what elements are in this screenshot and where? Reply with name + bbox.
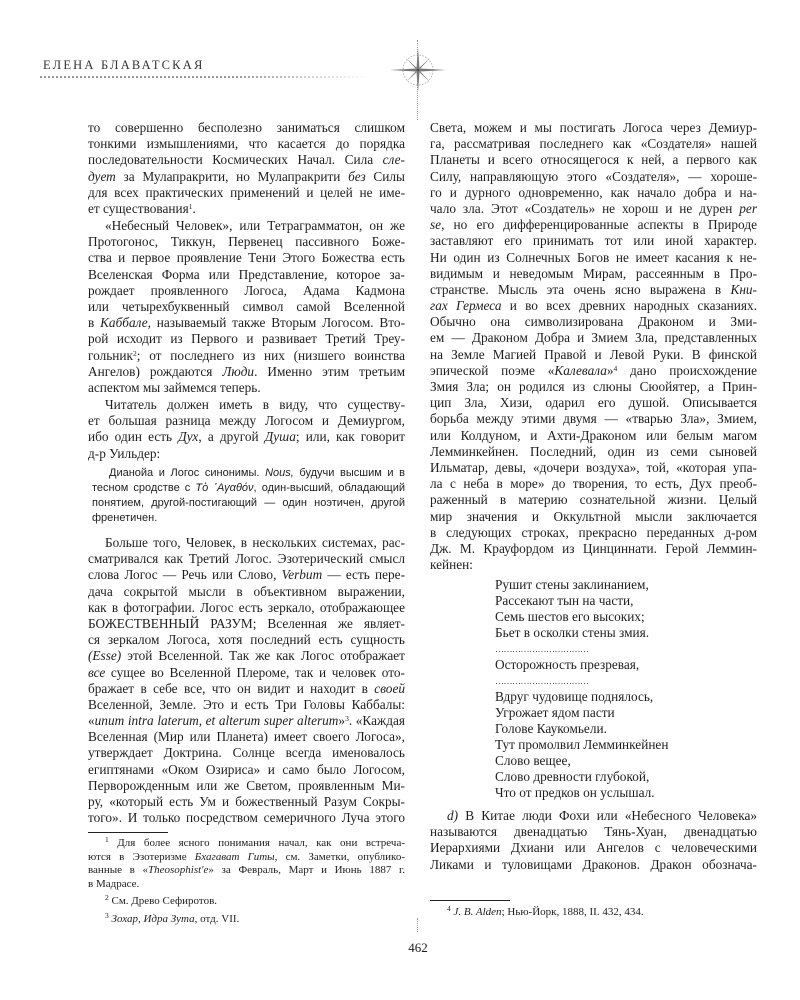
text: рождает проявленного Логоса, Адама Кадмона [88, 282, 405, 298]
text: гольник [88, 347, 133, 363]
text: Дианойа и Логос синонимы. [109, 467, 266, 479]
text: В Китае люди Фохи или «Небесного Человека» [458, 808, 757, 823]
footnote-ref: 2 [133, 348, 137, 358]
text: . «Каждая [348, 713, 405, 729]
text: дано происхождение [617, 362, 757, 378]
text: БОЖЕСТВЕННЫЙ РАЗУМ; Вселенная же являет- [88, 615, 405, 631]
text: утверждает Доктрина. Солнце всегда именовалось [88, 745, 405, 761]
text: Вселенская Форма или Представление, которое за- [88, 266, 405, 282]
text-line [88, 299, 405, 315]
text-line [88, 185, 405, 201]
poem-line: Голове Каукомьели. [495, 721, 607, 736]
text-line [430, 557, 757, 573]
text: ем — Драконом Добра и Змием Зла, представленных [430, 330, 757, 346]
vertical-dotted-rule-bottom [417, 918, 418, 932]
text-line [88, 152, 405, 168]
paragraph [430, 120, 757, 573]
paragraph [88, 120, 405, 217]
text: ванные в « [88, 864, 148, 876]
text: египтянами «Оком Озириса» и само было Логосом, [88, 761, 405, 777]
text-line [88, 429, 405, 445]
footnote-ref: 3 [105, 912, 109, 920]
text-line [430, 460, 757, 476]
text-line [88, 397, 405, 413]
text: ; от последнего из них (низшего воинства [136, 347, 405, 363]
footnote-ref: 3 [345, 714, 349, 724]
text: цип Зла, Хизи, одарил его душой. Описывается [430, 395, 757, 411]
text: будучи высшим и в [293, 467, 405, 479]
text: . Именно этим третьим [254, 363, 405, 379]
text: сматривался как Третий Логос. Эзотерический смысл [88, 551, 405, 567]
text: . [192, 200, 196, 216]
text: , один-высший, обладающий [253, 482, 405, 494]
text-line [430, 250, 757, 266]
text-line [88, 778, 405, 794]
text: в Мадрасе. [88, 877, 140, 890]
text-line [430, 808, 757, 824]
text: « [88, 713, 95, 729]
text: то совершенно бесполезно заниматься слишком [88, 120, 405, 135]
text: Ликами и туловищами Драконов. Дракон обознача- [430, 856, 757, 872]
header-dotted-rule [40, 76, 370, 78]
text-line [430, 840, 757, 856]
italic-text: Зохар, Идра Зута [111, 912, 195, 925]
text-line [88, 120, 405, 136]
text: » за Февраль, Март и Июнь 1887 г. [208, 864, 405, 876]
footnote-rule [430, 900, 510, 901]
text: ет существования [88, 200, 189, 216]
text-line [88, 315, 405, 331]
text: в [88, 315, 101, 331]
italic-text: se [430, 217, 442, 233]
text: дача сокрытой мысли в объективном выражении, [88, 583, 405, 599]
italic-text: гах Гермеса [430, 298, 502, 314]
text: го и дурного одновременно, как начало добра и на- [430, 184, 757, 200]
text-line [88, 136, 405, 152]
text: для всех практических применений и целей не име- [88, 184, 405, 200]
text: раженный в материю сознательной жизни. Целый [430, 492, 757, 508]
text-line [88, 697, 405, 713]
text: ются в Эзотеризме [88, 850, 195, 863]
poem-line: Вдруг чудовище поднялось, [495, 689, 654, 704]
text: рой исходит из Первого и развивает Третий Треу- [88, 331, 405, 347]
italic-text: per [739, 200, 757, 216]
text-line [88, 729, 405, 745]
italic-text: Калевала [554, 362, 607, 378]
text: понятием, другой-постигающий — один ноэтичен, другой [92, 497, 405, 509]
text-line [88, 169, 405, 185]
text-line [92, 466, 405, 481]
text-line [88, 250, 405, 266]
text: » [338, 713, 346, 729]
text: ся зеркалом Логоса, хотя последний есть сущность [88, 632, 405, 648]
text-line [88, 331, 405, 347]
paragraph [88, 218, 405, 396]
poem-line: Рушит стены заклинанием, [495, 577, 649, 592]
italic-text: J. B. Alden [453, 906, 502, 918]
poem-line: Семь шестов его высоких; [495, 609, 645, 624]
text: видимым и неведомым Мирам, рассеянным в Про- [430, 265, 757, 281]
italic-text: без [348, 168, 366, 184]
text-line [430, 201, 757, 217]
text-line [430, 152, 757, 168]
text: Протогонос, Тиккун, Первенец пассивного Боже- [88, 234, 405, 250]
text-line [430, 906, 757, 920]
text-line [430, 136, 757, 152]
text: эпической поэме « [430, 362, 555, 378]
text-line [88, 665, 405, 681]
poem-line: Рассекают тын на части, [495, 593, 634, 608]
compass-rose-icon [390, 42, 446, 98]
text: Планеты и всего относящегося к ней, а первого как [430, 152, 757, 168]
text: ла с неба в море» до творения, то есть, Дух преоб- [430, 476, 757, 492]
text: Ильматар, девы, «дочери воздуха», той, «которая упа- [430, 459, 757, 475]
text-line [430, 282, 757, 298]
text: Силы [365, 168, 405, 184]
text-line [88, 837, 405, 851]
page-number: 462 [408, 940, 428, 955]
poem-line: Слово вещее, [495, 753, 571, 768]
text: называются двенадцатью Тянь-Хуан, двенадцатью [430, 824, 757, 840]
text: Ангелов) рождаются [88, 363, 223, 379]
italic-text: unum intra laterum, et alterum super alterum [94, 713, 339, 729]
text: ; или, как говорит [295, 429, 405, 445]
text: ; Нью-Йорк, 1888, II. 432, 434. [501, 906, 644, 918]
text-line [88, 380, 405, 396]
text: ет большая разница между Логосом и Демиургом, [88, 413, 405, 429]
text-line [430, 444, 757, 460]
text: , но его дифференцированные аспекты в Природе [441, 217, 757, 233]
text-line [430, 266, 757, 282]
text: — есть пере- [322, 567, 405, 583]
text: Змия Зла; он родился из слюны Сюойятер, а Прин- [430, 379, 757, 394]
italic-text: Люди [222, 363, 255, 379]
text: , а другой [198, 429, 265, 445]
footnote-ref: 4 [447, 906, 451, 913]
text-line [88, 584, 405, 600]
text: за Мулапракрити, но Мулапракрити [115, 168, 349, 184]
text-line [88, 632, 405, 648]
text: Вселенная (Мир или Планета) имеет своего Логоса», [88, 729, 405, 745]
italic-text: Душа [264, 429, 296, 445]
text: или четырехбуквенный символ самой Вселенной [88, 298, 405, 314]
ellipsis-separator: …………………………… [495, 644, 589, 654]
italic-text: Бхагават Гиты [194, 850, 275, 863]
text: ства и первое проявление Тени Этого Божества есть [88, 250, 405, 266]
text-line [88, 348, 405, 364]
text: См. Древо Сефиротов. [108, 895, 218, 907]
text: кейнен: [430, 557, 473, 573]
text: Лемминкейнен. Последний, один из семи сыновей [430, 443, 757, 459]
text-line [430, 185, 757, 201]
text: слова Логос — Речь или Слово, [88, 567, 282, 583]
text-line [88, 851, 405, 865]
text-line [92, 511, 405, 526]
text: тесном сродстве с [92, 482, 196, 494]
text-line [88, 551, 405, 567]
footnote [88, 837, 405, 891]
text: ибо один есть [88, 429, 179, 445]
text-line [88, 267, 405, 283]
text: этой Вселенной. Так же как Логос отображает [121, 648, 405, 664]
text: Обычно она символизирована Драконом и Зми- [430, 314, 757, 330]
text: или Колдуном, и Ахти-Драконом или белым магом [430, 427, 757, 443]
italic-text: Дух [178, 429, 199, 445]
text-line [430, 379, 757, 395]
paragraph [88, 397, 405, 462]
text: странстве. Мысль эта очень ясно выражена в [430, 281, 731, 297]
text: , называемый также Вторым Логосом. Вто- [147, 315, 405, 331]
text: ру, «который есть Ум и божественный Разум Сокры- [88, 794, 405, 809]
text: Дж. М. Крауфордом из Цинциннати. Герой Леммин- [430, 540, 757, 556]
footnote [88, 913, 405, 927]
text: как в фотографии. Логос есть зеркало, отображающее [88, 599, 405, 615]
text-line [88, 648, 405, 664]
poem-line: Слово древности глубокой, [495, 769, 650, 784]
text-line [88, 713, 405, 729]
text-line [88, 681, 405, 697]
text: Силу, направляющую этого «Создателя», — хороше- [430, 168, 757, 184]
italic-text: d) [447, 808, 459, 823]
text: Ни один из Солнечных Богов не имеет касания к не- [430, 249, 757, 265]
text-line [430, 824, 757, 840]
text: Вселенной, Земле. Это и есть Три Головы Каббалы: [88, 696, 405, 712]
italic-text: Каббале [100, 315, 148, 331]
text-line [88, 364, 405, 380]
italic-text: все [88, 664, 106, 680]
text-line [88, 201, 405, 217]
running-title: ЕЛЕНА БЛАВАТСКАЯ [43, 58, 205, 72]
italic-text: дует [88, 168, 116, 184]
paragraph [430, 808, 757, 873]
text-line [430, 541, 757, 557]
italic-text: (Esse) [88, 648, 122, 664]
text-line [88, 616, 405, 632]
poem-line: Угрожает ядом пасти [495, 705, 615, 720]
text: Читатель должен иметь в виду, что существу- [105, 397, 405, 412]
italic-text: Τὸ ᾿Αγαθόν [195, 482, 254, 494]
text: Перворожденным или же Светом, проявленным Ми- [88, 777, 405, 793]
text-line [88, 413, 405, 429]
text: тонкими измышлениями, что касается до порядка [88, 136, 405, 152]
text-line [430, 347, 757, 363]
text-line [88, 878, 405, 892]
text: мир значения и Оккультной мысли заключается [430, 508, 757, 524]
italic-text: Кни- [730, 281, 757, 297]
text: Больше того, Человек, в нескольких системах, рас- [105, 535, 405, 550]
text-line [88, 762, 405, 778]
text-line [430, 314, 757, 330]
text-line [88, 913, 405, 927]
text-line [430, 525, 757, 541]
text-line [88, 745, 405, 761]
text: чало зла. Этот «Создатель» не хорош и не дурен [430, 200, 740, 216]
text: последовательности Космических Начал. Сила [88, 152, 383, 168]
text-line [430, 476, 757, 492]
text-line [88, 218, 405, 234]
text-line [88, 446, 405, 462]
text: д-р Уильдер: [88, 445, 161, 461]
poem [495, 577, 745, 801]
text-line [430, 428, 757, 444]
text: Света, можем и мы постигать Логоса через Демиур- [430, 120, 757, 135]
text-line [430, 233, 757, 249]
text-line [92, 481, 405, 496]
italic-text: Theosophist'e [147, 864, 209, 876]
text: в следующих строках, прекрасно переданных д-ром [430, 524, 757, 540]
text-line [430, 857, 757, 873]
footnotes [430, 906, 757, 920]
text-line [430, 363, 757, 379]
text: френетичен. [92, 512, 158, 524]
footnote-ref: 1 [188, 201, 193, 211]
text: борьба между этими двумя — «тварью Зла», Змием, [430, 411, 757, 427]
italic-text: сле- [382, 152, 405, 168]
footnote-ref: 1 [105, 837, 109, 844]
text-line [92, 496, 405, 511]
poem-line: Бьет в осколки стены змия. [495, 625, 650, 640]
text-line [430, 169, 757, 185]
footnote-rule [88, 832, 168, 833]
text-line [430, 217, 757, 233]
footnotes [88, 837, 405, 926]
ellipsis-separator: …………………………… [495, 676, 589, 686]
text: заставляют его принимать тот или иной характер. [430, 233, 757, 249]
text-line [430, 298, 757, 314]
text: на Земле Магией Правой и Левой Руки. В финской [430, 346, 757, 362]
footnote-ref: 2 [105, 895, 109, 902]
text: , см. Заметки, опублико- [274, 850, 405, 863]
text: и во всех древних народных сказаниях. [501, 298, 757, 314]
poem-line: Тут промолвил Лемминкейнен [495, 737, 669, 752]
text-line [430, 330, 757, 346]
text: Иерархиями Дхиани или Ангелов с человеческими [430, 840, 757, 856]
text-line [430, 395, 757, 411]
text-line [430, 509, 757, 525]
footnote [88, 895, 405, 909]
paragraph [88, 535, 405, 826]
text: того». И только посредством семеричного Луча этого [88, 810, 405, 826]
text-line [88, 535, 405, 551]
text-line [88, 810, 405, 826]
text: » [606, 362, 614, 378]
text-line [88, 283, 405, 299]
poem-line: Осторожность презревая, [495, 657, 640, 672]
text: , отд. VII. [194, 912, 240, 925]
italic-text: Nous, [265, 467, 294, 479]
text-line [88, 895, 405, 909]
text-line [88, 567, 405, 583]
text: аспектом мы займемся теперь. [88, 379, 261, 395]
text: Для более ясного понимания начал, как они встреча- [108, 837, 405, 849]
text-line [88, 864, 405, 878]
italic-text: Verbum [281, 567, 323, 583]
text-line [88, 234, 405, 250]
text: «Небесный Человек», или Тетраграмматон, он же [105, 218, 405, 233]
text-line [88, 794, 405, 810]
text-line [430, 411, 757, 427]
text-line [88, 600, 405, 616]
poem-line: Что от предков он услышал. [495, 785, 655, 800]
text-line [430, 492, 757, 508]
block-quote [92, 466, 405, 526]
text: сущее во Вселенной Плероме, так и человек ото- [105, 664, 405, 680]
text: бражает в себе все, что он видит и находит в [88, 680, 375, 696]
text: га, рассматривая последнего как «Создателя» нашей [430, 136, 757, 152]
footnote-ref: 4 [613, 363, 618, 373]
italic-text: своей [374, 680, 405, 696]
text-line [430, 120, 757, 136]
